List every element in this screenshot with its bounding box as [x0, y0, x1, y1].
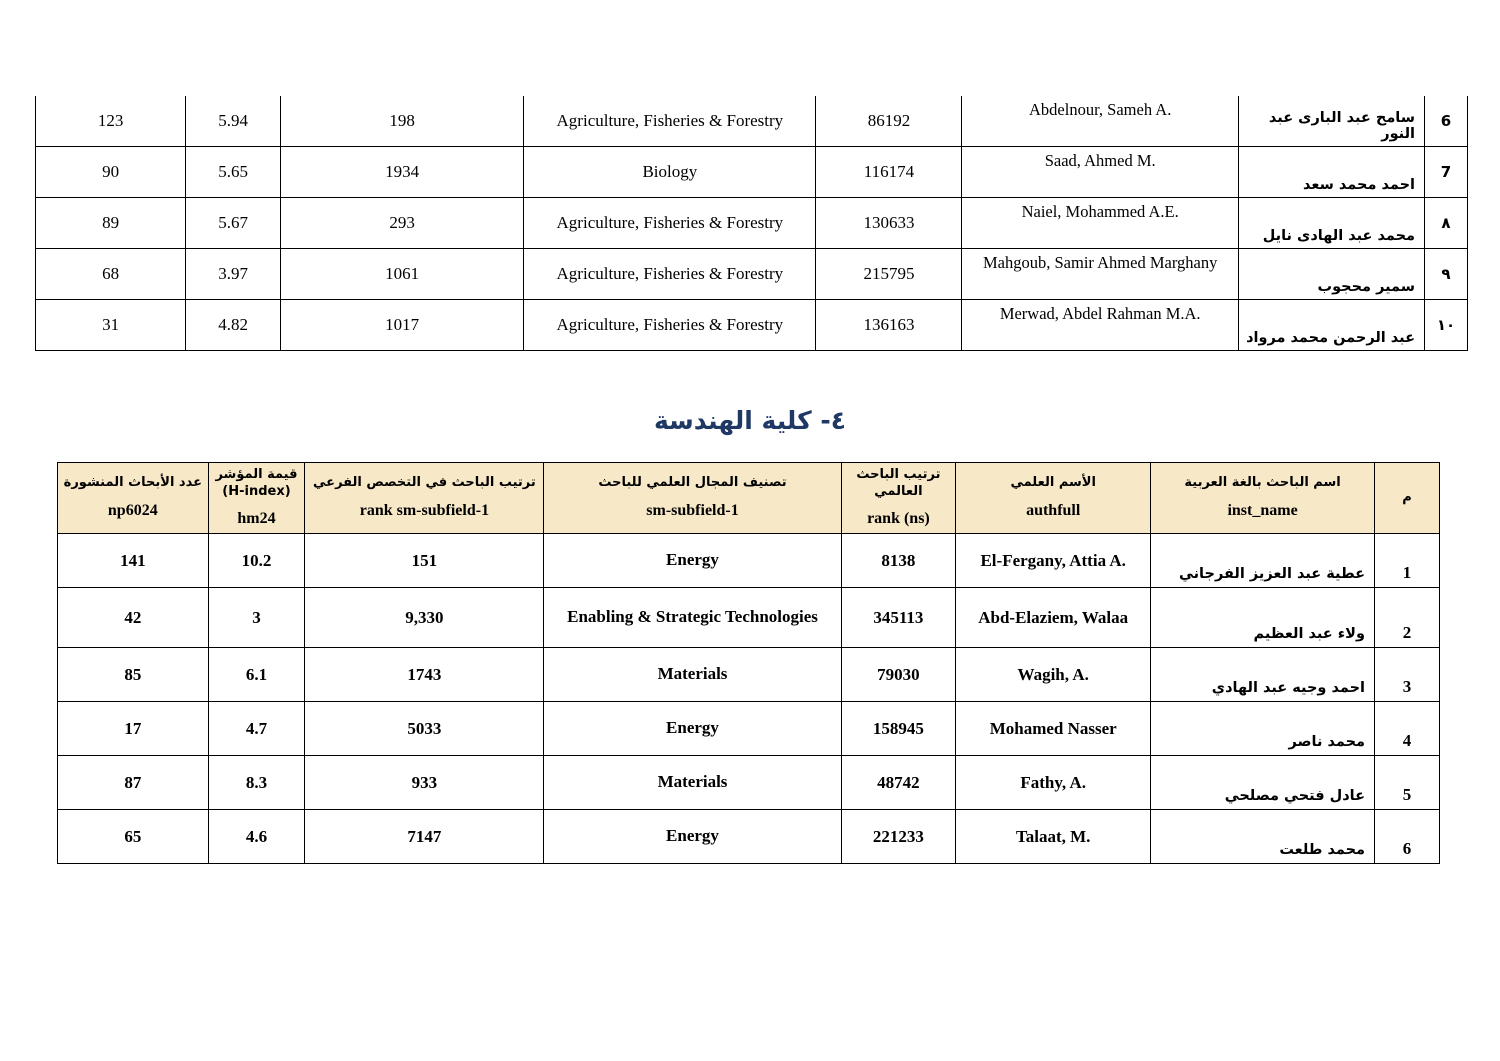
table-row: [36, 147, 1468, 198]
header-hindex-ar-line1: قيمة المؤشر: [215, 467, 298, 483]
cell-np: 65: [58, 810, 209, 864]
cell-np: 68: [36, 249, 186, 300]
header-inst-name: [1151, 463, 1375, 534]
cell-index: ٩: [1425, 249, 1468, 300]
header-rank-subfield-ar: ترتيب الباحث في التخصص الفرعي: [313, 475, 536, 491]
table-row: [36, 96, 1468, 147]
cell-inst-name: سامح عبد البارى عبد النور: [1238, 96, 1424, 147]
cell-hindex: 5.67: [186, 198, 281, 249]
cell-rank-subfield: 5033: [305, 702, 544, 756]
cell-index: 2: [1375, 588, 1440, 648]
table-row: [36, 249, 1468, 300]
header-rank-subfield-key: rank sm-subfield-1: [359, 501, 490, 519]
cell-rank-subfield: 1743: [305, 648, 544, 702]
cell-subfield: Agriculture, Fisheries & Forestry: [524, 249, 816, 300]
cell-rank-subfield: 293: [280, 198, 523, 249]
cell-subfield: Materials: [544, 648, 841, 702]
cell-authfull: Talaat, M.: [956, 810, 1151, 864]
header-rank-ns-key: rank (ns): [867, 509, 930, 527]
table-row: [58, 810, 1440, 864]
cell-inst-name: محمد طلعت: [1151, 810, 1375, 864]
cell-index: 7: [1425, 147, 1468, 198]
cell-np: 42: [58, 588, 209, 648]
header-index: م: [1375, 463, 1440, 534]
cell-rank-ns: 8138: [841, 534, 956, 588]
cell-inst-name: عبد الرحمن محمد مرواد: [1238, 300, 1424, 351]
cell-rank-subfield: 198: [280, 96, 523, 147]
cell-authfull: Mahgoub, Samir Ahmed Marghany: [962, 249, 1238, 300]
cell-rank-subfield: 1061: [280, 249, 523, 300]
cell-subfield: Agriculture, Fisheries & Forestry: [524, 300, 816, 351]
header-subfield-key: sm-subfield-1: [646, 501, 739, 519]
cell-rank-ns: 79030: [841, 648, 956, 702]
cell-rank-ns: 221233: [841, 810, 956, 864]
header-rank-ns: [841, 463, 956, 534]
cell-np: 17: [58, 702, 209, 756]
section-title-engineering: ٤- كلية الهندسة: [653, 406, 846, 435]
cell-index: 6: [1375, 810, 1440, 864]
cell-subfield: Materials: [544, 756, 841, 810]
header-np: [58, 463, 209, 534]
cell-hindex: 5.94: [186, 96, 281, 147]
cell-inst-name: احمد وجيه عبد الهادي: [1151, 648, 1375, 702]
table-row: [36, 300, 1468, 351]
cell-rank-ns: 136163: [816, 300, 962, 351]
header-authfull-key: authfull: [1026, 501, 1081, 519]
cell-np: 87: [58, 756, 209, 810]
cell-index: ٨: [1425, 198, 1468, 249]
cell-subfield: Agriculture, Fisheries & Forestry: [524, 96, 816, 147]
cell-inst-name: محمد ناصر: [1151, 702, 1375, 756]
cell-subfield: Energy: [544, 534, 841, 588]
cell-inst-name: سمير محجوب: [1238, 249, 1424, 300]
table-row: [58, 648, 1440, 702]
header-np-ar: عدد الأبحاث المنشورة: [63, 475, 202, 491]
continued-researchers-table-container: [35, 96, 1468, 351]
cell-hindex: 4.82: [186, 300, 281, 351]
cell-hindex: 10.2: [208, 534, 305, 588]
cell-rank-ns: 215795: [816, 249, 962, 300]
cell-inst-name: احمد محمد سعد: [1238, 147, 1424, 198]
cell-authfull: Abd-Elaziem, Walaa: [956, 588, 1151, 648]
cell-subfield: Agriculture, Fisheries & Forestry: [524, 198, 816, 249]
cell-authfull: Wagih, A.: [956, 648, 1151, 702]
cell-np: 141: [58, 534, 209, 588]
cell-rank-ns: 345113: [841, 588, 956, 648]
engineering-researchers-table: [57, 462, 1440, 864]
cell-rank-subfield: 1017: [280, 300, 523, 351]
cell-inst-name: ولاء عبد العظيم: [1151, 588, 1375, 648]
table-row: [58, 588, 1440, 648]
cell-authfull: Naiel, Mohammed A.E.: [962, 198, 1238, 249]
header-hindex: [208, 463, 305, 534]
cell-np: 31: [36, 300, 186, 351]
cell-inst-name: عطية عبد العزيز الفرجاني: [1151, 534, 1375, 588]
cell-rank-ns: 116174: [816, 147, 962, 198]
header-inst-name-key: inst_name: [1227, 501, 1298, 519]
cell-authfull: Saad, Ahmed M.: [962, 147, 1238, 198]
agriculture-biology-researchers-table: [35, 96, 1468, 351]
cell-index: ١٠: [1425, 300, 1468, 351]
cell-rank-subfield: 1934: [280, 147, 523, 198]
table-row: [58, 756, 1440, 810]
cell-hindex: 4.6: [208, 810, 305, 864]
cell-index: 1: [1375, 534, 1440, 588]
cell-hindex: 3.97: [186, 249, 281, 300]
cell-np: 85: [58, 648, 209, 702]
header-hindex-ar-line2: (H-index): [222, 483, 291, 499]
cell-authfull: El-Fergany, Attia A.: [956, 534, 1151, 588]
header-np-key: np6024: [107, 501, 158, 519]
header-authfull: [956, 463, 1151, 534]
table-row: [58, 534, 1440, 588]
cell-rank-ns: 48742: [841, 756, 956, 810]
cell-rank-subfield: 7147: [305, 810, 544, 864]
table-row: [58, 702, 1440, 756]
cell-index: 3: [1375, 648, 1440, 702]
cell-inst-name: محمد عبد الهادى نايل: [1238, 198, 1424, 249]
header-hindex-key: hm24: [237, 509, 276, 527]
cell-index: 5: [1375, 756, 1440, 810]
cell-rank-ns: 130633: [816, 198, 962, 249]
cell-rank-subfield: 151: [305, 534, 544, 588]
table-row: [36, 198, 1468, 249]
table-header-row: [58, 463, 1440, 534]
cell-hindex: 3: [208, 588, 305, 648]
cell-authfull: Mohamed Nasser: [956, 702, 1151, 756]
header-subfield: [544, 463, 841, 534]
cell-authfull: Fathy, A.: [956, 756, 1151, 810]
cell-subfield: Energy: [544, 702, 841, 756]
cell-hindex: 5.65: [186, 147, 281, 198]
cell-hindex: 8.3: [208, 756, 305, 810]
header-rank-ns-ar: ترتيب الباحث العالمي: [856, 467, 941, 499]
header-rank-subfield: [305, 463, 544, 534]
cell-np: 123: [36, 96, 186, 147]
cell-np: 89: [36, 198, 186, 249]
cell-np: 90: [36, 147, 186, 198]
cell-subfield: Energy: [544, 810, 841, 864]
cell-rank-subfield: 9,330: [305, 588, 544, 648]
header-subfield-ar: تصنيف المجال العلمي للباحث: [598, 475, 787, 491]
header-inst-name-ar: اسم الباحث بالغة العربية: [1184, 475, 1341, 491]
cell-authfull: Abdelnour, Sameh A.: [962, 96, 1238, 147]
cell-index: 4: [1375, 702, 1440, 756]
cell-index: 6: [1425, 96, 1468, 147]
header-authfull-ar: الأسم العلمي: [1010, 475, 1096, 491]
cell-subfield: Enabling & Strategic Technologies: [544, 588, 841, 648]
cell-hindex: 6.1: [208, 648, 305, 702]
cell-rank-ns: 158945: [841, 702, 956, 756]
cell-subfield: Biology: [524, 147, 816, 198]
cell-rank-subfield: 933: [305, 756, 544, 810]
cell-hindex: 4.7: [208, 702, 305, 756]
cell-authfull: Merwad, Abdel Rahman M.A.: [962, 300, 1238, 351]
cell-rank-ns: 86192: [816, 96, 962, 147]
cell-inst-name: عادل فتحي مصلحي: [1151, 756, 1375, 810]
engineering-researchers-table-container: [57, 462, 1440, 864]
